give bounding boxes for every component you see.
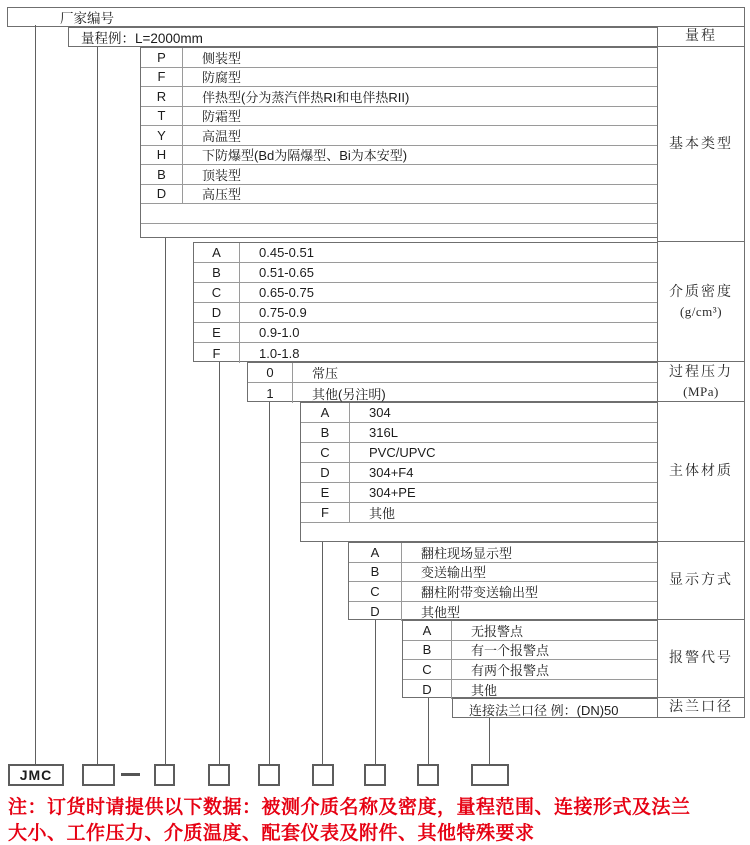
option-desc: 防霜型	[202, 109, 242, 125]
option-code: C	[349, 582, 402, 601]
option-desc: 下防爆型(Bd为隔爆型、Bi为本安型)	[202, 148, 408, 164]
option-desc: 顶装型	[202, 167, 242, 183]
category-text: 主体材质	[669, 464, 733, 479]
order-note-line2: 大小、工作压力、介质温度、配套仪表及附件、其他特殊要求	[8, 823, 535, 844]
option-code: F	[141, 68, 183, 87]
section-body-material	[300, 402, 657, 542]
option-desc: 高压型	[202, 187, 242, 203]
option-row	[141, 68, 657, 88]
option-row	[403, 641, 657, 661]
option-row	[141, 165, 657, 185]
option-code: P	[141, 48, 183, 67]
option-row	[141, 48, 657, 68]
section-alarm-code	[402, 620, 657, 698]
option-code: A	[301, 403, 350, 422]
option-code: C	[194, 283, 240, 302]
leader-line	[428, 698, 429, 764]
option-code: E	[194, 323, 240, 342]
code-box	[417, 764, 439, 786]
leader-line	[35, 25, 36, 764]
option-desc: 有两个报警点	[471, 662, 550, 678]
leader-line	[375, 620, 376, 764]
option-desc: 常压	[312, 366, 339, 381]
category-text: 显示方式	[669, 573, 733, 588]
option-code: A	[349, 543, 402, 562]
code-box	[258, 764, 280, 786]
option-row	[453, 699, 657, 719]
option-row	[349, 543, 657, 563]
option-code: E	[301, 483, 350, 502]
leader-line	[322, 542, 323, 764]
option-desc: 304+F4	[369, 465, 414, 480]
section-medium-density	[193, 242, 657, 362]
option-row	[301, 403, 657, 423]
option-row	[301, 423, 657, 443]
option-row	[403, 660, 657, 680]
option-desc: 0.75-0.9	[259, 305, 307, 320]
option-row	[194, 323, 657, 343]
section-basic-type	[140, 47, 657, 238]
option-code: H	[141, 146, 183, 165]
option-desc: 翻柱现场显示型	[421, 545, 513, 561]
leader-line	[97, 47, 98, 764]
category-label-basic-type	[657, 47, 745, 242]
category-unit: (MPa)	[683, 383, 719, 399]
option-row	[248, 383, 657, 403]
range-example-box: 量程例：L=2000mm	[68, 27, 657, 47]
option-row	[194, 243, 657, 263]
category-label-range: 量程	[657, 27, 745, 47]
option-code: B	[403, 641, 452, 660]
option-row	[248, 363, 657, 383]
category-label-flange-size	[657, 698, 745, 718]
option-code: C	[301, 443, 350, 462]
option-code: D	[403, 680, 452, 700]
option-desc: 其他型	[421, 604, 461, 620]
section-display-mode	[348, 542, 657, 620]
option-row	[301, 503, 657, 523]
code-box	[208, 764, 230, 786]
leader-line	[269, 402, 270, 764]
option-row	[301, 483, 657, 503]
option-desc: 无报警点	[471, 623, 524, 639]
option-row	[349, 582, 657, 602]
code-box	[154, 764, 175, 786]
option-row	[141, 87, 657, 107]
option-row	[194, 283, 657, 303]
option-code: 0	[248, 363, 293, 382]
option-code: D	[301, 463, 350, 482]
option-row	[141, 146, 657, 166]
option-code: T	[141, 107, 183, 126]
category-text: 基本类型	[669, 136, 733, 152]
option-desc: 304+PE	[369, 485, 416, 500]
option-row	[301, 523, 657, 543]
option-desc: 变送输出型	[421, 565, 487, 581]
option-row	[301, 463, 657, 483]
option-code: D	[194, 303, 240, 322]
option-desc: 0.9-1.0	[259, 325, 300, 340]
option-desc: 0.65-0.75	[259, 285, 314, 300]
option-desc: 1.0-1.8	[259, 345, 300, 361]
option-desc: 0.51-0.65	[259, 265, 314, 280]
option-row	[141, 204, 657, 224]
option-desc: PVC/UPVC	[369, 445, 436, 460]
category-text: 法兰口径	[669, 700, 733, 715]
option-row	[194, 263, 657, 283]
option-desc: 316L	[369, 425, 398, 440]
category-label-alarm-code	[657, 620, 745, 698]
option-row	[194, 343, 657, 363]
code-box	[82, 764, 115, 786]
leader-line	[489, 718, 490, 764]
option-code: B	[194, 263, 240, 282]
option-row	[194, 303, 657, 323]
leader-line	[219, 362, 220, 764]
option-row	[141, 107, 657, 127]
code-box	[364, 764, 386, 786]
category-unit: (g/cm³)	[679, 303, 723, 319]
option-desc: 其他	[471, 682, 498, 698]
category-label-medium-density	[657, 242, 745, 362]
option-code: C	[403, 660, 452, 679]
option-code: B	[349, 563, 402, 582]
code-box	[312, 764, 334, 786]
option-code: B	[141, 165, 183, 184]
option-desc: 连接法兰口径 例：(DN)50	[469, 702, 619, 718]
category-text: 报警代号	[669, 651, 733, 666]
option-row	[141, 185, 657, 205]
code-box	[471, 764, 509, 786]
option-row	[403, 680, 657, 700]
option-desc: 304	[369, 405, 391, 420]
option-row	[301, 443, 657, 463]
option-code: B	[301, 423, 350, 442]
category-label-body-material	[657, 402, 745, 542]
option-desc: 伴热型(分为蒸汽伴热RI和电伴热RII)	[202, 89, 410, 105]
option-row	[141, 126, 657, 146]
order-note-line1: 注：订货时请提供以下数据：被测介质名称及密度，量程范围、连接形式及法兰	[8, 797, 691, 818]
option-row	[349, 563, 657, 583]
option-desc: 其他(另注明)	[312, 386, 386, 402]
leader-line	[165, 238, 166, 764]
option-code: Y	[141, 126, 183, 145]
option-desc: 防腐型	[202, 70, 242, 86]
option-row	[403, 621, 657, 641]
option-code: D	[349, 602, 402, 622]
option-desc: 其他	[369, 506, 396, 521]
option-code: A	[403, 621, 452, 640]
category-label-display-mode	[657, 542, 745, 620]
option-desc: 侧装型	[202, 50, 242, 66]
option-code: R	[141, 87, 183, 106]
factory-number-box: 厂家编号	[7, 7, 745, 27]
model-prefix-box: JMC	[8, 764, 64, 786]
section-process-pressure	[247, 362, 657, 402]
section-flange-size	[452, 698, 657, 718]
option-code: F	[194, 343, 240, 363]
option-row	[349, 602, 657, 622]
option-desc: 有一个报警点	[471, 643, 550, 659]
option-code: 1	[248, 383, 293, 403]
category-text: 过程压力	[669, 364, 733, 380]
option-desc: 翻柱附带变送输出型	[421, 584, 539, 600]
dash-separator	[121, 773, 140, 776]
category-label-process-pressure	[657, 362, 745, 402]
category-text: 介质密度	[669, 284, 733, 300]
option-code: F	[301, 503, 350, 522]
option-code: A	[194, 243, 240, 262]
option-code: D	[141, 185, 183, 204]
option-desc: 0.45-0.51	[259, 245, 314, 260]
option-desc: 高温型	[202, 128, 242, 144]
option-row	[141, 224, 657, 240]
